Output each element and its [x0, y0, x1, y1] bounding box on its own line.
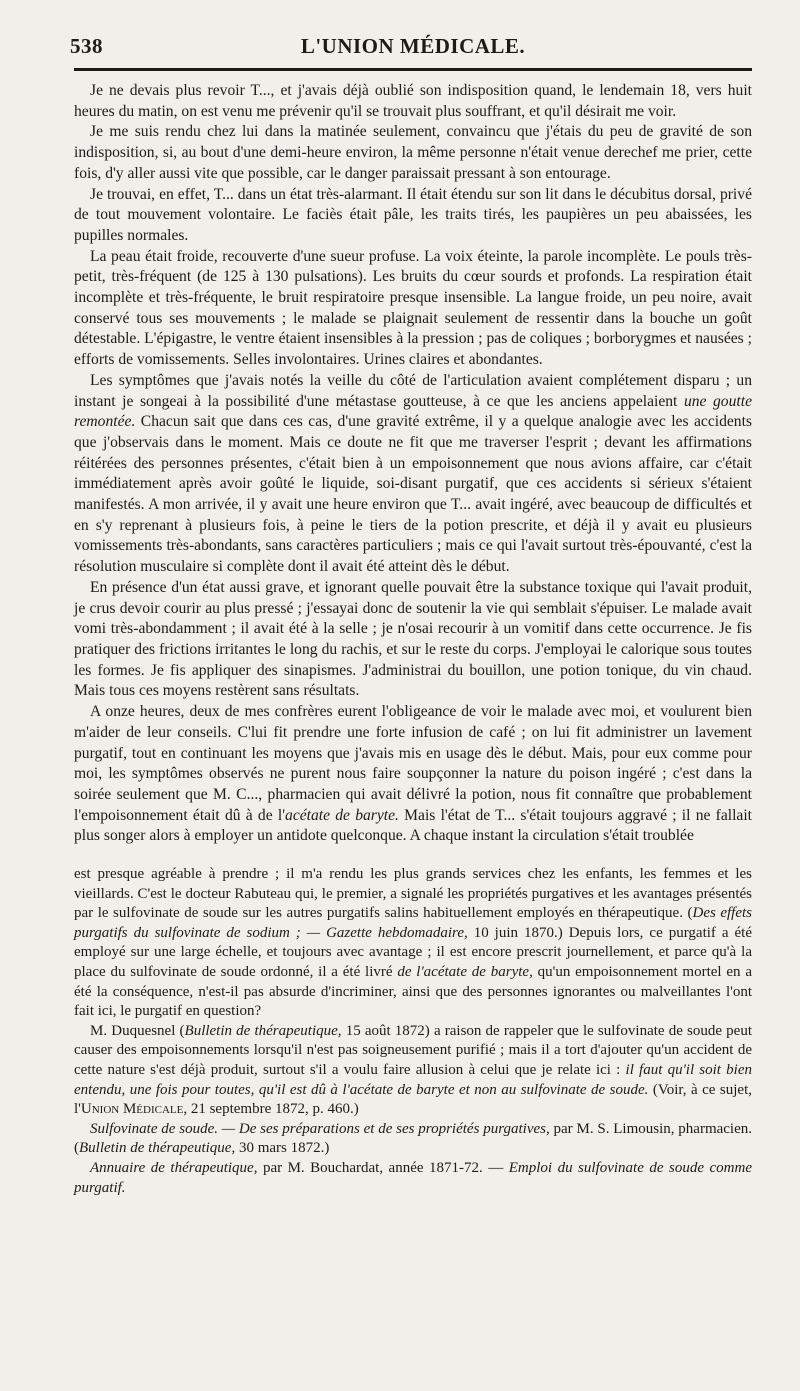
footnote-2-text-d: 21 septembre 1872, p. 460.) [187, 1101, 359, 1118]
paragraph-5-text-a: Les symptômes que j'avais notés la veille du côté de l'articulation avaient complétement disparu ; un instant je songeai à la possibilité d'une métastase goutteuse, à ce que les anciens appelaient [74, 371, 752, 410]
paragraph-5-text-b: Chacun sait que dans ces cas, d'une gravité extrême, il y a quelque analogie avec les accidents que j'observais dans le moment. Mais ce doute ne fit que me traverser l'esprit ; devant les affirmations réitérées des personnes présentes, c'était bien à un empoisonnement que nous avions affaire, car c'était immédiatement après avoir goûté le liquide, soi-disant purgatif, que ces accidents si sérieux s'étaient manifestés. A mon arrivée, il y avait une heure environ que T... avait ingéré, avec beaucoup de difficultés et en s'y reprenant à plusieurs fois, à peine le tiers de la potion prescrite, et déjà il y avait eu plusieurs vomissements très-abondants, sans caractères particuliers ; mais ce qui l'avait surtout très-épouvanté, c'est la résolution musculaire si complète dont il avait été atteint dès le début. [74, 413, 752, 576]
footnote-4-italic-b: Emploi du sulfovinate de soude comme purgatif. [74, 1159, 752, 1196]
paragraph-1: Je ne devais plus revoir T..., et j'avais déjà oublié son indisposition quand, le lendemain 18, vers huit heures du matin, on est venu me prévenir qu'il se trouvait plus souffrant, et qu'il désirait me voir. [74, 82, 752, 120]
footnote-2 [74, 1022, 752, 1120]
footnote-3-text-b: 30 mars 1872.) [235, 1140, 330, 1157]
footnote-2-italic-b: il faut qu'il soit bien entendu, une fois pour toutes, qu'il est dû à l'acétate de baryte et non au sulfovinate de soude. [74, 1061, 752, 1098]
footnote-4-text-a: par M. Bouchardat, année 1871-72. — [257, 1159, 509, 1176]
footnote-2-text-c: (Voir, à ce sujet, l' [74, 1081, 752, 1118]
paragraph-4: La peau était froide, recouverte d'une sueur profuse. La voix éteinte, la parole incomplète. Le pouls très-petit, très-fréquent (de 125 à 130 pulsations). Les bruits du cœur sourds et profonds. La respiration était incomplète et très-fréquente, le bruit respiratoire presque insensible. La langue froide, un peu noire, avait conservé tous ses mouvements ; le malade se plaignait seulement de ressentir dans la bouche un goût détestable. L'épigastre, le ventre étaient insensibles à la pression ; pas de coliques ; borborygmes et nausées ; efforts de vomissements. Selles involontaires. Urines claires et abondantes. [74, 247, 752, 369]
paragraph-7-text-b: Mais l'état de T... s'était toujours aggravé ; il ne fallait plus songer alors à employer un antidote quelconque. A chaque instant la circulation s'était troublée [74, 806, 753, 845]
paragraph-6: En présence d'un état aussi grave, et ignorant quelle pouvait être la substance toxique qui l'avait produit, je crus devoir courir au plus pressé ; j'essayai donc de soutenir la vie qui semblait s'épuiser. Le malade avait vomi très-abondamment ; il avait été à la selle ; je n'osai recourir à un vomitif dans cette occurrence. Je fis pratiquer des frictions irritantes le long du rachis, et sur le reste du corps. J'employai le calorique sous toutes les formes. Je fis appliquer des sinapismes. J'administrai du bouillon, une potion tonique, du vin chaud. Mais tous ces moyens restèrent sans résultats. [74, 578, 752, 700]
paragraph-7 [74, 702, 752, 847]
footnote-1 [74, 865, 752, 1022]
footnote-1-italic-a: Des effets purgatifs du sulfovinate de sodium ; — Gazette hebdomadaire, [74, 905, 753, 941]
paragraph-7-italic: acétate de baryte. [285, 806, 399, 824]
page-header [70, 28, 752, 62]
footnotes [74, 865, 752, 1198]
paragraph-3: Je trouvai, en effet, T... dans un état très-alarmant. Il était étendu sur son lit dans le décubitus dorsal, privé de tout mouvement volontaire. Le faciès était pâle, les traits tirés, les paupières un peu abaissées, les pupilles normales. [74, 185, 752, 244]
paragraph-5-italic: une goutte remontée. [74, 392, 752, 431]
footnote-2-journal-name: Union Médicale, [80, 1101, 188, 1118]
paragraph-2: Je me suis rendu chez lui dans la matinée seulement, convaincu que j'étais du peu de gravité de son indisposition, si, au bout d'une demi-heure environ, la même personne n'était venue derechef me prier, cette fois, d'y aller aussi vite que possible, car le danger paraissait pressant à son entourage. [74, 123, 752, 182]
footnote-2-italic-a: Bulletin de thérapeutique, [184, 1022, 342, 1039]
footnote-3-italic-b: Bulletin de thérapeutique, [79, 1140, 236, 1157]
header-rule [74, 68, 752, 71]
footnote-1-text-a: est presque agréable à prendre ; il m'a rendu les plus grands services chez les enfants, les femmes et les vieillards. C'est le docteur Rabuteau qui, le premier, a signalé les propriétés purgatives et les avantages présentés par le sulfovinate de soude sur les autres purgatifs salins habituellement employés en thérapeutique. ( [74, 866, 752, 922]
footnote-1-text-c: qu'un empoisonnement mortel en a été la conséquence, n'est-il pas absurde d'incriminer, ainsi que des personnes ignorantes ou malveillantes l'ont fait ici, le purgatif en question? [74, 963, 752, 1020]
running-title: L'UNION MÉDICALE. [300, 34, 526, 58]
footnote-2-text-a: M. Duquesnel ( [90, 1022, 185, 1039]
footnote-1-text-b: 10 juin 1870.) Depuis lors, ce purgatif a été employé sur une large échelle, et toujours avec avantage ; il est encore prescrit journellement, et parce qu'à la place du sulfovinate de soude ordonné, il a été livré [74, 924, 752, 980]
footnote-3-italic-a: Sulfovinate de soude. — De ses préparations et de ses propriétés purgatives, [90, 1120, 550, 1137]
main-text [74, 81, 752, 847]
footnote-3-text-a: par M. S. Limousin, pharmacien. ( [74, 1120, 752, 1157]
footnote-4-italic-a: Annuaire de thérapeutique, [90, 1159, 258, 1176]
footnote-4 [74, 1159, 752, 1198]
page-number: 538 [70, 34, 103, 58]
footnote-2-text-b: 15 août 1872) a raison de rappeler que le sulfovinate de soude peut causer des empoisonnements lorsqu'il n'est pas soigneusement purifié ; mais il a tort d'ajouter qu'un accident de cette nature s'est déjà produit, surtout s'il a voulu faire allusion à celui que je relate ici : [74, 1022, 752, 1078]
paragraph-5 [74, 371, 752, 578]
paragraph-7-text-a: A onze heures, deux de mes confrères eurent l'obligeance de voir le malade avec moi, et voulurent bien m'aider de leur conseils. C'lui fit prendre une forte infusion de café ; on lui fit administrer un lavement purgatif, tout en continuant les moyens que j'avais mis en usage dès le début. Mais, pour eux comme pour moi, les symptômes observés ne purent nous faire soupçonner la nature du poison ingéré ; c'est dans la soirée seulement que M. C..., pharmacien qui avait délivré la potion, nous fit connaître que probablement l'empoisonnement était dû à de l' [74, 703, 752, 824]
footnote-1-italic-b: de l'acétate de baryte, [397, 963, 533, 980]
footnote-3 [74, 1120, 752, 1159]
